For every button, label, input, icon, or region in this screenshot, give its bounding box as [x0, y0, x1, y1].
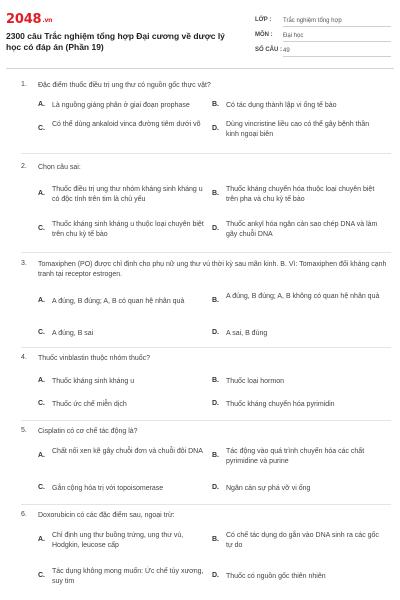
option-text: Thuốc loại hormon: [226, 378, 284, 385]
option-letter: B.: [212, 101, 219, 108]
question-text: Thuốc vinblastin thuộc nhóm thuốc?: [38, 355, 151, 362]
option-letter: D.: [212, 484, 219, 491]
meta-label-mon: MÔN :: [255, 32, 273, 38]
logo-main-text: 2048: [6, 12, 42, 27]
option-text: Thuốc có nguồn gốc thiên nhiên: [226, 573, 326, 580]
option-text: A đúng, B đúng; A, B không có quan hệ nhân quả: [226, 293, 380, 300]
option-letter: B.: [212, 297, 219, 304]
question-text: Doxorubicin có các đặc điểm sau, ngoại trừ:: [38, 512, 175, 519]
option-text: Có tác dụng thành lập vi ống tế bào: [226, 102, 337, 109]
question-divider: [21, 420, 391, 421]
option-letter: C.: [38, 329, 45, 336]
option-text: Thuốc ức chế miễn dịch: [52, 401, 127, 408]
option-text: Tác động vào quá trình chuyển hóa các chất pyrimidine và purine: [226, 448, 365, 465]
question-number: 1.: [21, 81, 27, 88]
question-number: 2.: [21, 163, 27, 170]
option-letter: C.: [38, 572, 45, 579]
option-text: Có chế tác dụng do gắn vào DNA sinh ra các gốc tự do: [226, 532, 379, 549]
question-number: 6.: [21, 511, 27, 518]
question-divider: [21, 252, 391, 253]
option-letter: D.: [212, 572, 219, 579]
option-text: Thuốc kháng sinh kháng u thuộc loại chuyên biệt trên chu kỳ tế bào: [52, 221, 204, 238]
question-number: 5.: [21, 427, 27, 434]
option-text: A đúng, B sai: [52, 330, 94, 337]
site-logo[interactable]: [6, 12, 52, 27]
document-title: 2300 câu Trắc nghiệm tổng hợp Đại cương về dược lý học có đáp án (Phần 19): [6, 31, 225, 52]
option-letter: A.: [38, 101, 45, 108]
question-number: 4.: [21, 354, 27, 361]
option-text: Thuốc kháng chuyển hóa pyrimidin: [226, 401, 335, 408]
option-letter: B.: [212, 377, 219, 384]
document-meta: [255, 16, 395, 61]
question-divider: [21, 504, 391, 505]
option-text: Thuốc điều trị ung thư nhóm kháng sinh kháng u có độc tính trên tim là chủ yếu: [52, 186, 203, 203]
meta-label-socau: SỐ CÂU :: [255, 47, 282, 53]
option-letter: A.: [38, 377, 45, 384]
question-number: 3.: [21, 260, 27, 267]
option-letter: A.: [38, 452, 45, 459]
meta-value-mon: Đại học: [283, 31, 391, 42]
option-letter: A.: [38, 297, 45, 304]
option-text: Có thể dùng ankaloid vinca đường tiêm dưới võ: [52, 121, 201, 128]
option-letter: C.: [38, 225, 45, 232]
option-text: Chỉ định ung thư buồng trứng, ung thư vú, Hodgkin, leucose cấp: [52, 532, 184, 549]
meta-row-mon: [255, 31, 395, 46]
question-text: Cisplatin có cơ chế tác động là?: [38, 428, 138, 435]
option-letter: D.: [212, 125, 219, 132]
option-letter: B.: [212, 452, 219, 459]
question-divider: [21, 153, 391, 154]
option-text: Thuốc kháng chuyển hóa thuộc loại chuyên biệt trên pha và chu kỳ tế bào: [226, 186, 375, 203]
option-text: A đúng, B đúng; A, B có quan hệ nhân quả: [52, 298, 185, 305]
meta-row-lop: [255, 16, 395, 31]
header-divider: [6, 68, 394, 69]
question-divider: [21, 347, 391, 348]
option-letter: C.: [38, 484, 45, 491]
option-letter: A.: [38, 190, 45, 197]
option-text: Ngăn cản sự phá vỡ vi ống: [226, 485, 311, 492]
option-letter: C.: [38, 125, 45, 132]
meta-row-socau: [255, 46, 395, 61]
option-text: Tác dụng không mong muốn: Ức chế tủy xương, suy tim: [52, 568, 204, 585]
meta-value-lop: Trắc nghiệm tổng hợp: [283, 16, 391, 27]
option-text: Thuốc ankyl hóa ngăn cản sao chép DNA và làm gãy chuỗi DNA: [226, 221, 378, 238]
option-text: A sai, B đúng: [226, 330, 268, 337]
option-letter: C.: [38, 400, 45, 407]
page-header: [0, 0, 400, 62]
meta-label-lop: LỚP :: [255, 17, 272, 23]
question-text: Tomaxiphen (PO) được chỉ định cho phụ nữ ung thư vú thời kỳ sau mãn kinh. B. Vì: Tomaxiphen đối kháng cạnh tranh tại receptor estrogen.: [38, 261, 387, 278]
option-letter: B.: [212, 190, 219, 197]
option-text: Gắn cộng hóa trị với topoisomerase: [52, 485, 164, 492]
option-text: Dùng vincristine liều cao có thể gây bệnh thần kinh ngoại biên: [226, 121, 370, 138]
option-text: Chất nối xen kẽ gây chuỗi đơn và chuỗi đôi DNA: [52, 448, 203, 455]
meta-value-socau: 49: [283, 46, 391, 57]
option-letter: A.: [38, 536, 45, 543]
question-text: Đặc điểm thuốc điều trị ung thư có nguồn gốc thực vật?: [38, 82, 211, 89]
option-letter: D.: [212, 400, 219, 407]
option-letter: D.: [212, 225, 219, 232]
logo-suffix: .vn: [42, 17, 53, 24]
option-letter: D.: [212, 329, 219, 336]
option-text: Thuốc kháng sinh kháng u: [52, 378, 135, 385]
option-text: Là nguồng giáng phân ở giai đoạn prophase: [52, 102, 190, 109]
question-text: Chọn câu sai:: [38, 164, 81, 171]
option-letter: B.: [212, 536, 219, 543]
